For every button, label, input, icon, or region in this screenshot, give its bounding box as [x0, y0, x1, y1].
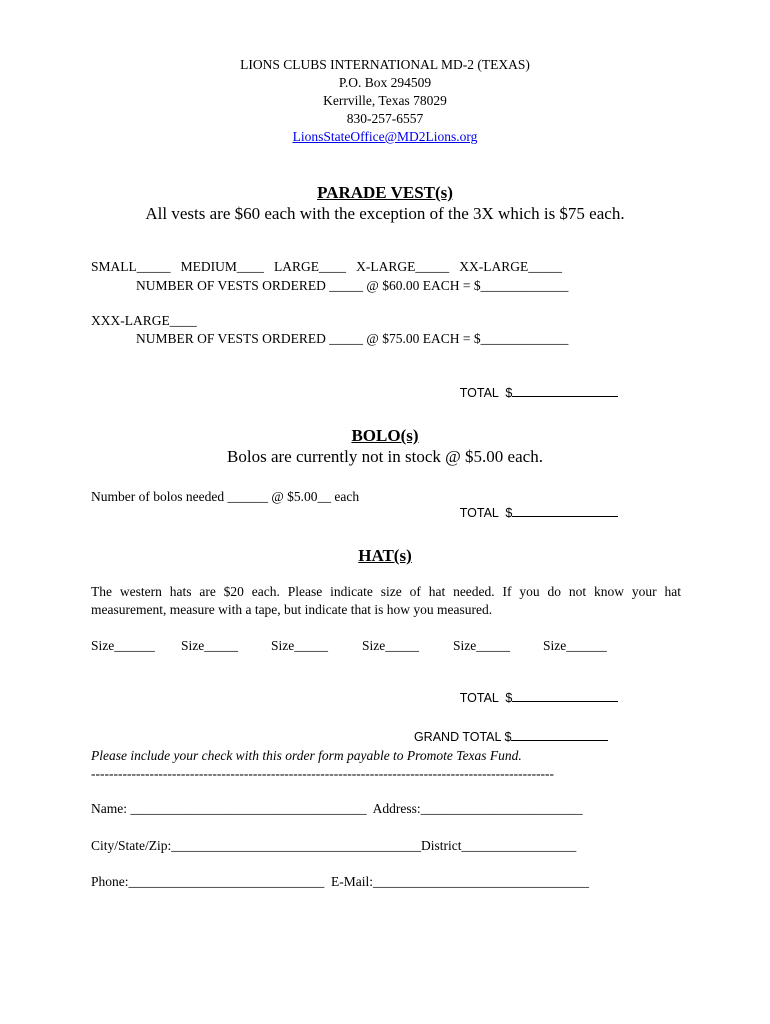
phone-number: 830-257-6557 [346, 111, 424, 126]
bolos-subtitle: Bolos are currently not in stock @ $5.00 each. [227, 447, 543, 466]
bolos-total [453, 489, 618, 520]
hats-description-line-1: The western hats are $20 each. Please indicate size of hat needed. If you do not know your hat [91, 584, 681, 599]
hats-total-field[interactable] [512, 688, 618, 702]
vests-total-field[interactable] [512, 383, 618, 397]
phone-email-line[interactable]: Phone:_____________________________ E-Mail:________________________________ [91, 874, 589, 889]
hat-size-4[interactable]: Size_____ [362, 638, 419, 653]
org-name: LIONS CLUBS INTERNATIONAL MD-2 (TEXAS) [240, 57, 530, 72]
vest-ordered-line-75[interactable]: NUMBER OF VESTS ORDERED _____ @ $75.00 EACH = $_____________ [136, 331, 569, 346]
hat-size-6[interactable]: Size______ [543, 638, 607, 653]
grand-total-field[interactable] [511, 727, 608, 741]
vest-xxx-line[interactable]: XXX-LARGE____ [91, 313, 197, 328]
email-link[interactable]: LionsStateOffice@MD2Lions.org [292, 129, 478, 144]
hats-total [453, 674, 618, 705]
vests-title: PARADE VEST(s) [317, 183, 453, 202]
grand-total-label: GRAND TOTAL $ [413, 730, 512, 744]
city-district-line[interactable]: City/State/Zip:_____________________________________District_________________ [91, 838, 577, 853]
bolos-needed-line[interactable]: Number of bolos needed ______ @ $5.00__ each [91, 489, 360, 504]
vests-subtitle: All vests are $60 each with the exception of the 3X which is $75 each. [145, 204, 625, 223]
vests-total-label: TOTAL $ [459, 386, 513, 400]
vest-sizes-line[interactable]: SMALL_____ MEDIUM____ LARGE____ X-LARGE_____ XX-LARGE_____ [91, 259, 562, 274]
cut-divider: ------------------------------------------------------------------------------------------------------- [91, 766, 555, 781]
city-address: Kerrville, Texas 78029 [323, 93, 447, 108]
hats-description-line-2: measurement, measure with a tape, but indicate that is how you measured. [91, 602, 493, 617]
vest-ordered-line-60[interactable]: NUMBER OF VESTS ORDERED _____ @ $60.00 EACH = $_____________ [136, 278, 569, 293]
name-address-line[interactable]: Name: ___________________________________ Address:________________________ [91, 801, 583, 816]
bolos-total-field[interactable] [512, 503, 618, 517]
hats-total-label: TOTAL $ [459, 691, 513, 705]
grand-total [407, 713, 608, 744]
hat-size-2[interactable]: Size_____ [181, 638, 238, 653]
hat-size-3[interactable]: Size_____ [271, 638, 328, 653]
bolos-title: BOLO(s) [351, 426, 419, 445]
hat-size-1[interactable]: Size______ [91, 638, 155, 653]
bolos-total-label: TOTAL $ [459, 506, 513, 520]
vests-total [453, 369, 618, 400]
hat-size-5[interactable]: Size_____ [453, 638, 510, 653]
po-box: P.O. Box 294509 [338, 75, 432, 90]
hats-title: HAT(s) [358, 546, 412, 565]
payment-note: Please include your check with this order form payable to Promote Texas Fund. [91, 748, 522, 763]
